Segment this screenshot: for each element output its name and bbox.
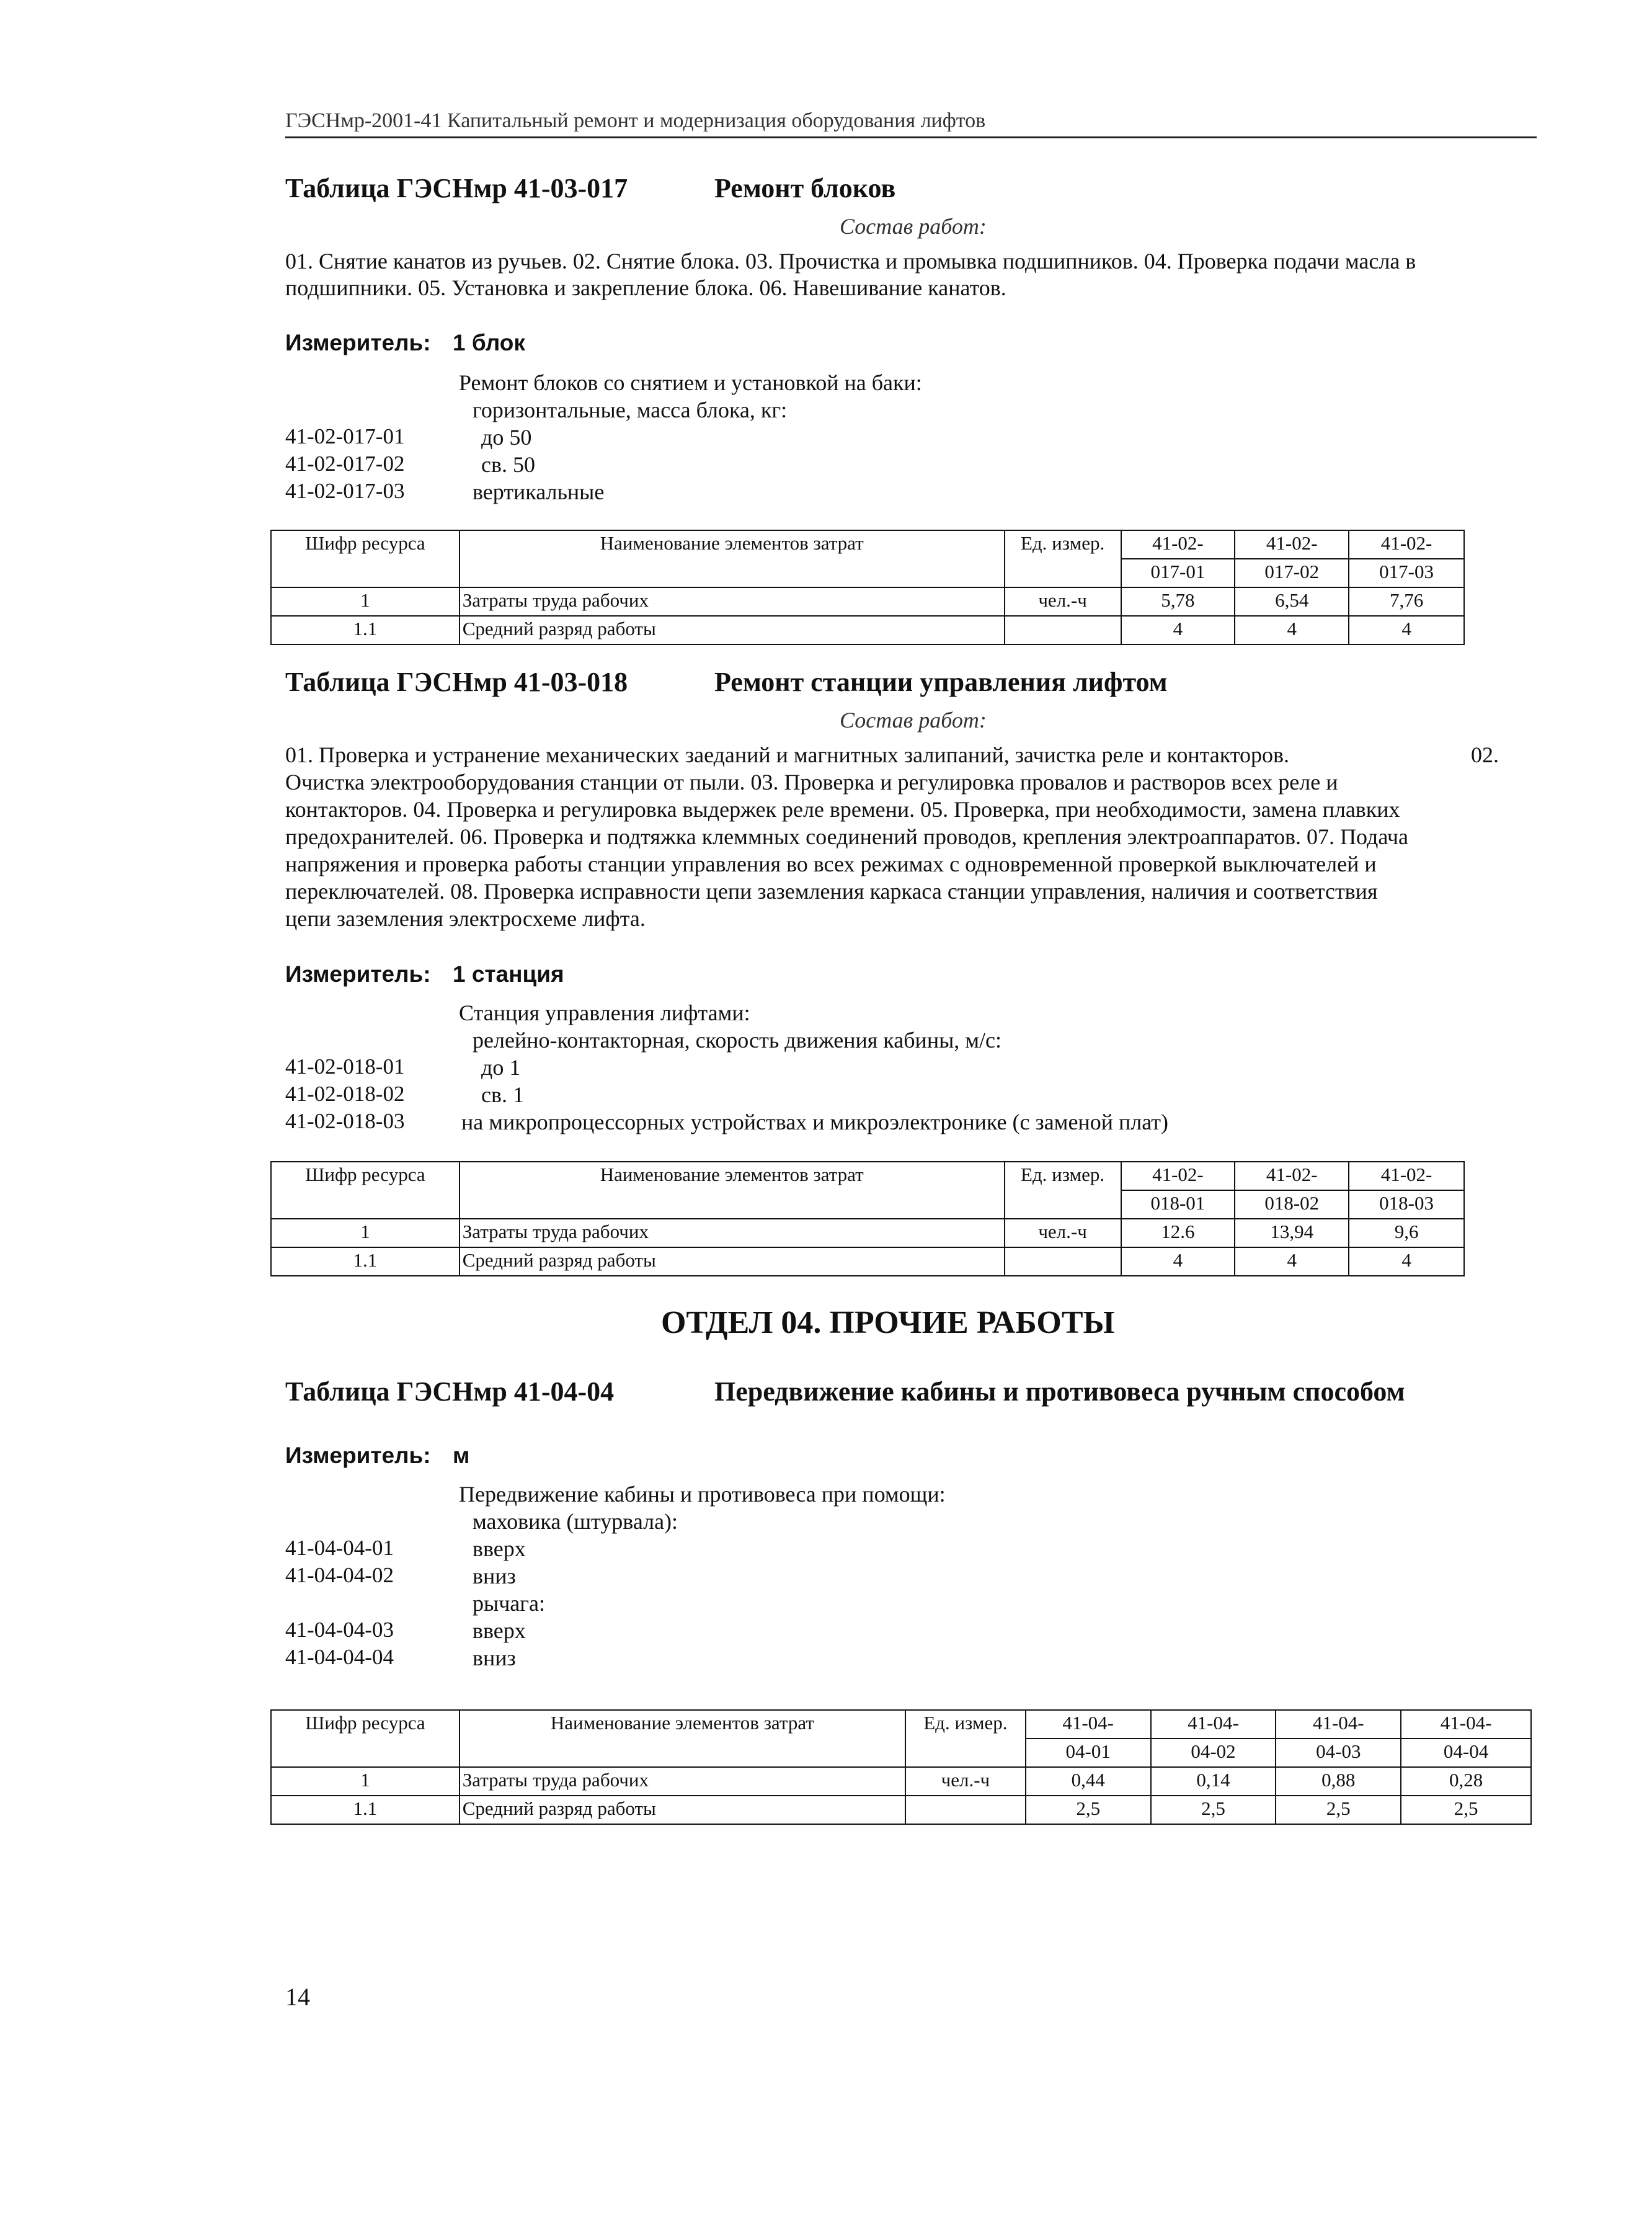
- cell-unit: чел.-ч: [1005, 587, 1121, 616]
- norm-code: 41-02-017-01: [285, 424, 405, 448]
- norm-code: 41-02-018-02: [285, 1082, 405, 1106]
- norm-code: 41-02-017-03: [285, 479, 405, 503]
- section-title-block-repair: Ремонт блоков: [714, 173, 896, 203]
- cell-code: 1.1: [271, 616, 460, 644]
- cell-value: 6,54: [1235, 587, 1349, 616]
- description-line: маховика (штурвала):: [473, 1509, 678, 1534]
- table-row: [271, 1767, 1531, 1796]
- cell-code: 1: [271, 1219, 460, 1247]
- cell-value: 9,6: [1349, 1219, 1464, 1247]
- composition-line: переключателей. 08. Проверка исправности цепи заземления каркаса станции управления, наличия и соответствия: [285, 879, 1378, 904]
- th-norm-col: 018-01: [1121, 1190, 1235, 1219]
- cell-value: 4: [1121, 1247, 1235, 1276]
- norm-code: 41-02-017-02: [285, 452, 405, 476]
- th-norm-col: 41-04-: [1026, 1710, 1151, 1739]
- norm-text: до 1: [481, 1055, 521, 1080]
- cell-value: 0,44: [1026, 1767, 1151, 1796]
- norm-code: 41-02-018-01: [285, 1054, 405, 1079]
- th-norm-col: 017-01: [1121, 559, 1235, 587]
- cell-value: 2,5: [1151, 1796, 1276, 1824]
- norm-text: на микропроцессорных устройствах и микроэлектронике (с заменой плат): [461, 1110, 1168, 1134]
- th-cost-element: Наименование элементов затрат: [460, 1710, 905, 1767]
- cell-value: 4: [1235, 1247, 1349, 1276]
- norm-text: вниз: [473, 1564, 516, 1588]
- th-unit: Ед. измер.: [905, 1710, 1026, 1767]
- norm-text: св. 50: [481, 452, 535, 477]
- composition-line-tail: 02.: [1471, 742, 1499, 767]
- table-row: [271, 616, 1464, 644]
- section-title-control-station: Ремонт станции управления лифтом: [714, 667, 1168, 697]
- norm-text: св. 1: [481, 1082, 524, 1107]
- th-norm-col: 017-03: [1349, 559, 1464, 587]
- norm-code: 41-04-04-04: [285, 1645, 394, 1669]
- resource-table-41-04-04: [270, 1709, 1532, 1825]
- cell-value: 2,5: [1276, 1796, 1401, 1824]
- norm-code: 41-02-018-03: [285, 1109, 405, 1133]
- composition-line: контакторов. 04. Проверка и регулировка выдержек реле времени. 05. Проверка, при необходимости, замена плавких: [285, 797, 1400, 822]
- composition-line: подшипники. 05. Установка и закрепление блока. 06. Навешивание канатов.: [285, 275, 1006, 300]
- description-line: Передвижение кабины и противовеса при помощи:: [459, 1482, 946, 1507]
- cell-name: Затраты труда рабочих: [460, 587, 1005, 616]
- table-row: [271, 1247, 1464, 1276]
- th-norm-col: 04-04: [1401, 1739, 1531, 1767]
- th-norm-col: 41-04-: [1151, 1710, 1276, 1739]
- cell-value: 13,94: [1235, 1219, 1349, 1247]
- composition-line: напряжения и проверка работы станции управления во всех режимах с одновременной проверкой выключателей и: [285, 852, 1377, 876]
- cell-value: 2,5: [1026, 1796, 1151, 1824]
- cell-value: 4: [1235, 616, 1349, 644]
- th-norm-col: 41-04-: [1401, 1710, 1531, 1739]
- norm-text: вертикальные: [473, 479, 605, 504]
- th-norm-col: 018-03: [1349, 1190, 1464, 1219]
- table-title-41-03-017: Таблица ГЭСНмр 41-03-017: [285, 173, 628, 203]
- th-resource-code: Шифр ресурса: [271, 1162, 460, 1219]
- measure-label: Измеритель:: [285, 961, 431, 987]
- running-header: ГЭСНмр-2001-41 Капитальный ремонт и модернизация оборудования лифтов: [285, 109, 1537, 138]
- norm-text: вниз: [473, 1646, 516, 1670]
- measure-label: Измеритель:: [285, 330, 431, 355]
- norm-text: до 50: [481, 425, 532, 450]
- measure-value: 1 станция: [453, 961, 564, 987]
- th-norm-col: 04-02: [1151, 1739, 1276, 1767]
- measure-label: Измеритель:: [285, 1443, 431, 1468]
- resource-table-41-03-017: [270, 530, 1465, 645]
- cell-code: 1.1: [271, 1796, 460, 1824]
- resource-table-41-03-018: [270, 1161, 1465, 1276]
- cell-value: 5,78: [1121, 587, 1235, 616]
- cell-unit: [1005, 616, 1121, 644]
- composition-line: 01. Снятие канатов из ручьев. 02. Снятие блока. 03. Прочистка и промывка подшипников. 04. Проверка подачи масла в: [285, 249, 1416, 274]
- cell-value: 4: [1349, 616, 1464, 644]
- cell-unit: [905, 1796, 1026, 1824]
- cell-name: Затраты труда рабочих: [460, 1767, 905, 1796]
- th-norm-col: 41-02-: [1121, 1162, 1235, 1190]
- table-row: [271, 587, 1464, 616]
- cell-name: Средний разряд работы: [460, 616, 1005, 644]
- cell-code: 1.1: [271, 1247, 460, 1276]
- description-line: релейно-контакторная, скорость движения кабины, м/с:: [473, 1028, 1002, 1053]
- cell-value: 4: [1121, 616, 1235, 644]
- table-title-41-03-018: Таблица ГЭСНмр 41-03-018: [285, 667, 628, 697]
- composition-label: Состав работ:: [840, 214, 987, 239]
- cell-value: 4: [1349, 1247, 1464, 1276]
- cell-unit: чел.-ч: [1005, 1219, 1121, 1247]
- th-norm-col: 41-02-: [1235, 530, 1349, 559]
- description-line: Ремонт блоков со снятием и установкой на баки:: [459, 370, 922, 395]
- th-norm-col: 017-02: [1235, 559, 1349, 587]
- department-title: ОТДЕЛ 04. ПРОЧИЕ РАБОТЫ: [661, 1305, 1115, 1340]
- th-norm-col: 41-02-: [1349, 530, 1464, 559]
- th-unit: Ед. измер.: [1005, 530, 1121, 587]
- th-norm-col: 41-04-: [1276, 1710, 1401, 1739]
- cell-name: Средний разряд работы: [460, 1247, 1005, 1276]
- norm-subgroup: рычага:: [473, 1591, 546, 1616]
- cell-code: 1: [271, 587, 460, 616]
- description-line: горизонтальные, масса блока, кг:: [473, 398, 788, 422]
- norm-code: 41-04-04-03: [285, 1618, 394, 1642]
- cell-value: 0,88: [1276, 1767, 1401, 1796]
- cell-value: 0,14: [1151, 1767, 1276, 1796]
- composition-line: 01. Проверка и устранение механических заеданий и магнитных залипаний, зачистка реле и контакторов.: [285, 742, 1290, 767]
- composition-label: Состав работ:: [840, 708, 987, 733]
- th-resource-code: Шифр ресурса: [271, 530, 460, 587]
- section-title-manual-movement: Передвижение кабины и противовеса ручным способом: [714, 1376, 1405, 1407]
- th-cost-element: Наименование элементов затрат: [460, 530, 1005, 587]
- th-resource-code: Шифр ресурса: [271, 1710, 460, 1767]
- cell-value: 7,76: [1349, 587, 1464, 616]
- norm-text: вверх: [473, 1618, 526, 1643]
- cell-code: 1: [271, 1767, 460, 1796]
- norm-text: вверх: [473, 1536, 526, 1561]
- cell-value: 0,28: [1401, 1767, 1531, 1796]
- th-norm-col: 04-03: [1276, 1739, 1401, 1767]
- description-line: Станция управления лифтами:: [459, 1000, 750, 1025]
- cell-value: 2,5: [1401, 1796, 1531, 1824]
- th-cost-element: Наименование элементов затрат: [460, 1162, 1005, 1219]
- th-unit: Ед. измер.: [1005, 1162, 1121, 1219]
- cell-unit: чел.-ч: [905, 1767, 1026, 1796]
- composition-line: Очистка электрооборудования станции от пыли. 03. Проверка и регулировка провалов и растворов всех реле и: [285, 770, 1338, 795]
- table-title-41-04-04: Таблица ГЭСНмр 41-04-04: [285, 1376, 615, 1407]
- norm-code: 41-04-04-01: [285, 1536, 394, 1560]
- composition-line: цепи заземления электросхеме лифта.: [285, 906, 646, 931]
- th-norm-col: 018-02: [1235, 1190, 1349, 1219]
- cell-value: 12.6: [1121, 1219, 1235, 1247]
- table-row: [271, 1219, 1464, 1247]
- th-norm-col: 41-02-: [1235, 1162, 1349, 1190]
- cell-name: Средний разряд работы: [460, 1796, 905, 1824]
- page-number: 14: [285, 1983, 310, 2011]
- table-row: [271, 1796, 1531, 1824]
- measure-value: м: [453, 1443, 470, 1468]
- th-norm-col: 41-02-: [1349, 1162, 1464, 1190]
- th-norm-col: 04-01: [1026, 1739, 1151, 1767]
- composition-line: предохранителей. 06. Проверка и подтяжка клеммных соединений проводов, крепления электроаппаратов. 07. Подача: [285, 824, 1408, 849]
- cell-name: Затраты труда рабочих: [460, 1219, 1005, 1247]
- measure-value: 1 блок: [453, 330, 525, 355]
- cell-unit: [1005, 1247, 1121, 1276]
- th-norm-col: 41-02-: [1121, 530, 1235, 559]
- norm-code: 41-04-04-02: [285, 1563, 394, 1587]
